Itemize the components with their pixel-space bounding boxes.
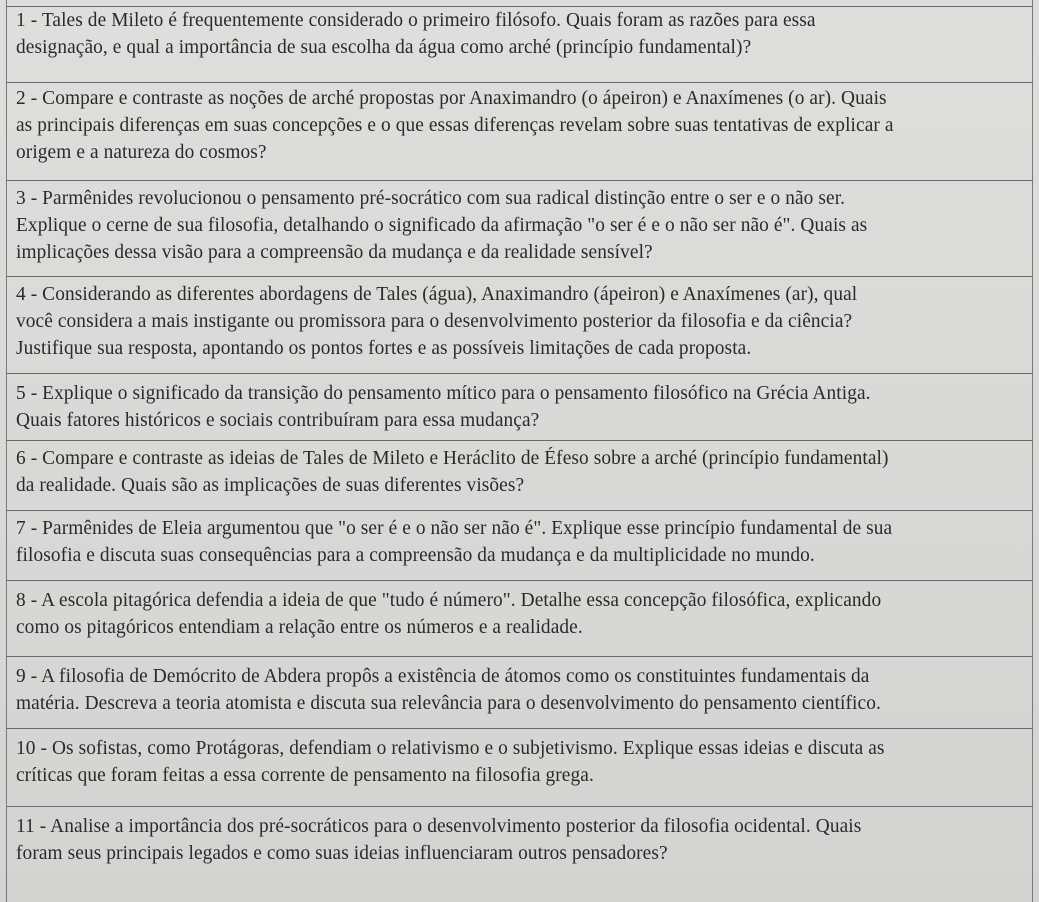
question-line: você considera a mais instigante ou promissora para o desenvolvimento posterior da filosofia e da ciência? [16,311,853,332]
question-line: da realidade. Quais são as implicações de suas diferentes visões? [16,475,525,496]
question-line: 11 - Analise a importância dos pré-socráticos para o desenvolvimento posterior da filosofia ocidental. Quais [16,816,862,837]
question-line: 9 - A filosofia de Demócrito de Abdera propôs a existência de átomos como os constituintes fundamentais da [16,666,870,687]
question-line: 2 - Compare e contraste as noções de arché propostas por Anaximandro (o ápeiron) e Anaxímenes (o ar). Quais [16,88,887,109]
question-11 [6,806,1033,867]
question-line: 1 - Tales de Mileto é frequentemente considerado o primeiro filósofo. Quais foram as razões para essa [16,10,816,31]
question-line: 10 - Os sofistas, como Protágoras, defendiam o relativismo e o subjetivismo. Explique essas ideias e discuta as [16,738,885,759]
question-line: designação, e qual a importância de sua escolha da água como arché (princípio fundamental)? [16,37,752,58]
question-line: 5 - Explique o significado da transição do pensamento mítico para o pensamento filosófico na Grécia Antiga. [16,383,871,404]
question-line: 6 - Compare e contraste as ideias de Tales de Mileto e Heráclito de Éfeso sobre a arché (princípio fundamental) [16,448,889,469]
question-2 [6,82,1033,166]
question-line: críticas que foram feitas a essa corrente de pensamento na filosofia grega. [16,765,594,786]
question-line: filosofia e discuta suas consequências para a compreensão da mudança e da multiplicidade no mundo. [16,545,815,566]
question-line: 7 - Parmênides de Eleia argumentou que "o ser é e o não ser não é". Explique esse princípio fundamental de sua [16,518,893,539]
question-line: matéria. Descreva a teoria atomista e discuta sua relevância para o desenvolvimento do pensamento científico. [16,693,881,714]
question-line: 4 - Considerando as diferentes abordagens de Tales (água), Anaximandro (ápeiron) e Anaxímenes (ar), qual [16,284,858,305]
question-9 [6,656,1033,717]
question-line: origem e a natureza do cosmos? [16,142,267,163]
question-line: 8 - A escola pitagórica defendia a ideia de que "tudo é número". Detalhe essa concepção filosófica, explicando [16,590,882,611]
question-line: as principais diferenças em suas concepções e o que essas diferenças revelam sobre suas tentativas de explicar a [16,115,894,136]
question-line: implicações dessa visão para a compreensão da mudança e da realidade sensível? [16,242,653,263]
question-10 [6,728,1033,789]
question-line: como os pitagóricos entendiam a relação entre os números e a realidade. [16,617,583,638]
question-line: 3 - Parmênides revolucionou o pensamento pré-socrático com sua radical distinção entre o ser e o não ser. [16,188,846,209]
question-5 [6,373,1033,434]
question-4 [6,276,1033,362]
question-6 [6,440,1033,499]
question-line: Quais fatores históricos e sociais contribuíram para essa mudança? [16,410,540,431]
question-3 [6,180,1033,266]
question-8 [6,580,1033,641]
question-line: foram seus principais legados e como suas ideias influenciaram outros pensadores? [16,843,668,864]
question-line: Explique o cerne de sua filosofia, detalhando o significado da afirmação "o ser é e o não ser não é". Quais as [16,215,868,236]
question-1 [6,6,1033,61]
question-7 [6,510,1033,569]
question-line: Justifique sua resposta, apontando os pontos fortes e as possíveis limitações de cada proposta. [16,338,752,359]
